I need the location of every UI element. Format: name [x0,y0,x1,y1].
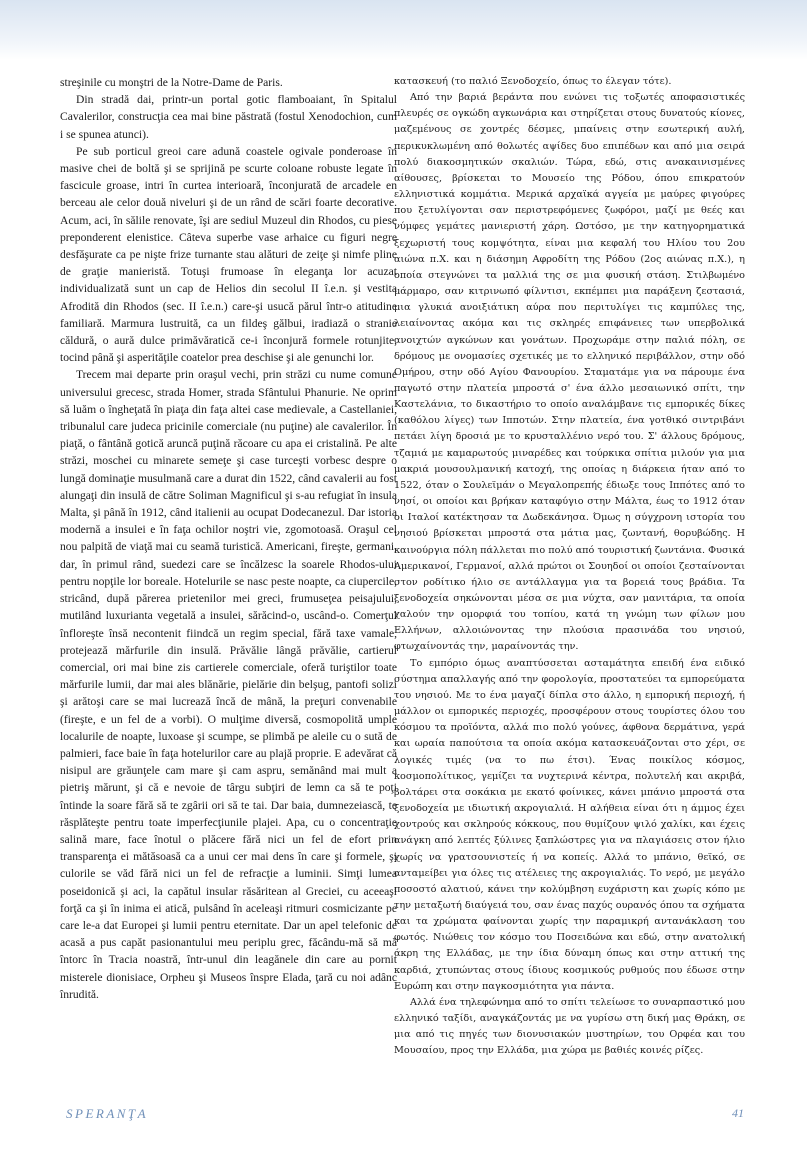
right-column [394,74,745,1060]
paragraph: κατασκευή (το παλιό Ξενοδοχείο, όπως το έλεγαν τότε). [394,76,672,87]
paragraph: Trecem mai departe prin oraşul vechi, prin străzi cu nume comune universului grecesc, strada Homer, strada Sfântului Phanurie. Ne oprim să luăm o îngheţată în piaţa din faţa altei case medievale, a Castellaniei, tribunalul care judeca pricinile comerciale (nu puţine) ale cavalerilor. În piaţă, o fântână gotică aruncă puţină răcoare cu apa ei cristalină. Pe alte străzi, moschei cu minarete semeţe şi case turceşti vorbesc despre o lungă dominaţie musulmană care a durat din 1522, când cavalerii au fost alungaţi din insulă de către Soliman Magnificul şi s-au refugiat în insula Malta, şi până în 1912, când italienii au ocupat Dodecanezul. Dar istoria modernă a insulei e în faţa ochilor noştri vie, zgomotoasă. Oraşul cel nou palpită de viaţă mai cu seamă turistică. Americani, fireşte, germani, dar, în primul rând, suedezi care se încălzesc la soarele Rhodos-ului pentru nopţile lor boreale. Hotelurile se nasc peste noapte, ca ciupercile, stricând, după părerea prietenilor mei greci, frumuseţea peisajului, mutilând luxurianta vegetală a insulei, sărăcind-o, uscând-o. Comerţul înfloreşte însă necontenit fiindcă un regim special, fără taxe vamale, protejează mărfurile din insulă. Prăvălie lângă prăvălie, cartierul comercial, ori mai bine zis cartierele comerciale, oferă turiştilor toate mărfurile lumii, dar mai ales blănărie, pielărie din belşug, pantofi solizi şi arătoşi care se mai lucrează încă de mână, la preţuri convenabile (fireşte, e un fel de a vorbi). O mulţime diversă, cosmopolită umple localurile de noapte, luxoase şi scumpe, se plimbă pe aleile cu o sută de palmieri, face baie în faţa hotelurilor care au plajă proprie. E adevărat că nisipul are grăunţele cam mare şi cam aspru, semănând mai mult a pietriş mărunt, şi că e nevoie de târgu subţiri de lemn ca să te poţi întinde la soare fără să te zgârii ori să te tai. Dar baia, dumnezeiască, te răsplăteşte pentru toate imperfecţiunile plajei. Apa, cu o concentraţie salină mare, face înotul o plăcere fără nici un fel de efort prin transparenţa ei mătăsoasă ca a unui cer mai dens în care şi formele, şi culorile se văd fără nici un fel de refracţie a luminii. Simţi lumea poseidonică şi aci, la capătul insular răsăritean al Greciei, cu aceeaşi forţă ca şi în inima ei atică, pulsând în aceleaşi ritmuri cosmicizante pe care le-a dat Europei şi lumii pentru eternitate. Dar un apel telefonic de acasă a pus capăt pasionantului meu periplu grec, făcându-mă să mă întorc în Tracia noastră, într-unul din leagănele din care au pornit misterele dionisiace, Orpheu şi Museos înspre Elada, ţară cu noi adânc înrudită. [60,368,397,1001]
paragraph: Αλλά ένα τηλεφώνημα από το σπίτι τελείωσε το συναρπαστικό μου ελληνικό ταξίδι, αναγκάζοντάς με να γυρίσω στη δική μας Θράκη, σε μια από τις πηγές των διονυσιακών μυστηρίων, του Ορφέα και του Μουσαίου, προς την Ελλάδα, μια χώρα με βαθιές κοινές ρίζες. [394,996,745,1057]
paragraph: streşinile cu monştri de la Notre-Dame de Paris. [60,76,283,89]
page-number: 41 [732,1106,744,1120]
paragraph: Από την βαριά βεράντα που ενώνει τις τοξωτές αποφασιστικές πλευρές σε ογκώδη αγκωνάρια και στηρίζεται στους δυνατούς κίονες, μαζεμένους σε χοντρές δέσμες, μπαίνεις στην εσωτερική αυλή, περικυκλωμένη από θολωτές αψίδες δυο επιπέδων και από μια σειρά πολύ διακοσμητικών σκαλιών. Τώρα, εδώ, στις ανακαινισμένες αίθουσες, βρίσκεται το Μουσείο της Ρόδου, όπου επικρατούν ελληνιστικά κομμάτια. Μερικά αρχαϊκά αγγεία με μαύρες φιγούρες που ξετυλίγονται σαν περιστρεφόμενες ζωφόροι, μαζί με θεές και νύμφες γεμάτες μανιεριστή χάρη. Ωστόσο, με την κατηγορηματικά ξεχωριστή τους κομψότητα, είναι μια κεφαλή του Ηλίου του 2ου αιώνα π.Χ. και η διάσημη Αφροδίτη της Ρόδου (2ος αιώνας π.Χ.), η οποία στεγνώνει τα μαλλιά της σε μια φυσική στάση. Στιλβωμένο μάρμαρο, σαν κιτρινωπό φίλντισι, εκπέμπει μια παράξενη ζεστασιά, μια γλυκιά ανοιξιάτικη αύρα που περιτυλίγει τις καμπύλες της, λειαίνοντας ακόμα και τις σκληρές επιφάνειες των υπερβολικά ανοιχτών αγκώνων και γονάτων. Προχωράμε στην παλιά πόλη, σε δρόμους με ονομασίες σχετικές με το ελληνικό περιβάλλον, στην οδό Ομήρου, στην οδό Αγίου Φανουρίου. Σταματάμε για να πάρουμε ένα παγωτό στην πλατεία μπροστά σ' ένα άλλο μεσαιωνικό σπίτι, την Καστελάνια, το δικαστήριο το οποίο αναλάμβανε τις εμπορικές δίκες (καθόλου λίγες) των Ιπποτών. Στην πλατεία, ένα γοτθικό σιντριβάνι πετάει λίγη δροσιά με το κρυσταλλένιο νερό του. Σ' άλλους δρόμους, τζαμιά με καμαρωτούς μιναρέδες και τούρκικα σπίτια μιλούν για μια μακριά μουσουλμανική κατοχή, της οποίας η διάρκεια ήταν από το 1522, όταν ο Σουλεϊμάν ο Μεγαλοπρεπής έδιωξε τους Ιππότες από το νησί, οι οποίοι και βρήκαν καταφύγιο στην Μάλτα, έως το 1912 όταν οι Ιταλοί κατέκτησαν τα Δωδεκάνησα. Όμως η σύγχρονη ιστορία του νησιού βρίσκεται μπροστά στα μάτια μας, ζωντανή, θορυβώδης. Η καινούργια πόλη πάλλεται πιο πολύ από τουριστική ζωντάνια. Φυσικά Αμερικανοί, Γερμανοί, αλλά πρώτοι οι Σουηδοί οι οποίοι ζεσταίνονται στον ροδίτικο ήλιο σε αντάλλαγμα για τα βορειά τους βράδια. Τα ξενοδοχεία σηκώνονται μέσα σε μια νύχτα, σαν μανιτάρια, τα οποία χαλούν την ομορφιά του τοπίου, κατά τη γνώμη των φίλων μου Ελλήνων, αλλοιώνοντας την πλούσια πρασινάδα του νησιού, φτωχαίνοντάς την, μαραίνοντάς την. [394,92,745,653]
left-column [60,74,397,1003]
footer-brand: SPERANŢA [66,1106,149,1121]
header-band [0,0,807,60]
paragraph: Din stradă dai, printr-un portal gotic flamboaiant, în Spitalul Cavalerilor, construcţia cea mai bine păstrată (fostul Xenodochion, cum i se spunea atunci). [60,93,397,141]
paragraph: Το εμπόριο όμως αναπτύσσεται ασταμάτητα επειδή ένα ειδικό σύστημα απαλλαγής από την φορολογία, προστατεύει τα εμπορεύματα του νησιού. Με το ένα μαγαζί δίπλα στο άλλο, η εμπορική περιοχή, ή μάλλον οι εμπορικές περιοχές, προσφέρουν στους τουρίστες όλου του κόσμου τα προϊόντα, αλλά πιο πολύ γούνες, άφθονα δερμάτινα, γερά και ωραία παπούτσια τα οποία ακόμα κατασκευάζονται στο χέρι, σε λογικές τιμές (να το πω έτσι). Ένας ποικίλος κόσμος, κοσμοπολίτικος, γεμίζει τα νυχτερινά κέντρα, πολυτελή και ακριβά, βολτάρει στα σοκάκια με εκατό φοίνικες, κάνει μπάνιο μπροστά στα ξενοδοχεία με ιδιωτική ακρογιαλιά. Η αλήθεια είναι ότι η άμμος έχει χοντρούς και σκληρούς κόκκους, που θυμίζουν ψιλό χαλίκι, και έχεις ανάγκη από λεπτές ξύλινες ξαπλώστρες για να πλαγιάσεις στον ήλιο χωρίς να γρατσουνιστείς ή να κοπείς. Αλλά το μπάνιο, θεϊκό, σε ανταμείβει για όλες τις ατέλειες της ακρογιαλιάς. Το νερό, με μεγάλο ποσοστό αλατιού, κάνει την κολύμβηση ευχάριστη και χωρίς κόπο με την μεταξωτή διαύγειά του, σαν ένας παχύς ουρανός όπου τα σχήματα και τα χρώματα φαίνονται χωρίς την παραμικρή αντανάκλαση του φωτός. Νιώθεις τον κόσμο του Ποσειδώνα και εδώ, στην ανατολική άκρη της Ελλάδας, με την ίδια δύναμη όπως και στην αττική της καρδιά, χτυπώντας στους ίδιους κοσμικούς ρυθμούς που έδωσε στην Ευρώπη και στην παγκοσμιότητα για πάντα. [394,657,745,992]
paragraph: Pe sub porticul greoi care adună coastele ogivale ponderoase în masive chei de boltă şi se sprijină pe scurte coloane robuste legate în fascicule groase, intri în curtea interioară, înconjurată de arcadele en berceau ale celor două niveluri şi de un rând de scări foarte decorative. Acum, aci, în sălile renovate, îşi are sediul Muzeul din Rhodos, cu piese preponderent elenistice. Câteva superbe vase arhaice cu figuri negre desfăşurate ca pe nişte frize turnante stau alături de zeiţe şi nimfe pline de graţie manieristă. Totuşi frumoase în eleganţa lor acuzat individualizată sunt un cap de Helios din secolul II î.e.n. şi vestita Afrodită din Rhodos (sec. II î.e.n.) care-şi usucă părul într-o atitudine familiară. Marmura lustruită, ca un fildeş gălbui, iradiază o stranie căldură, o aură dulce primăvăratică ce-i înconjură formele rotunjite, tocind până şi asperităţile coatelor prea deschise şi ale genunchi lor. [60,144,397,365]
